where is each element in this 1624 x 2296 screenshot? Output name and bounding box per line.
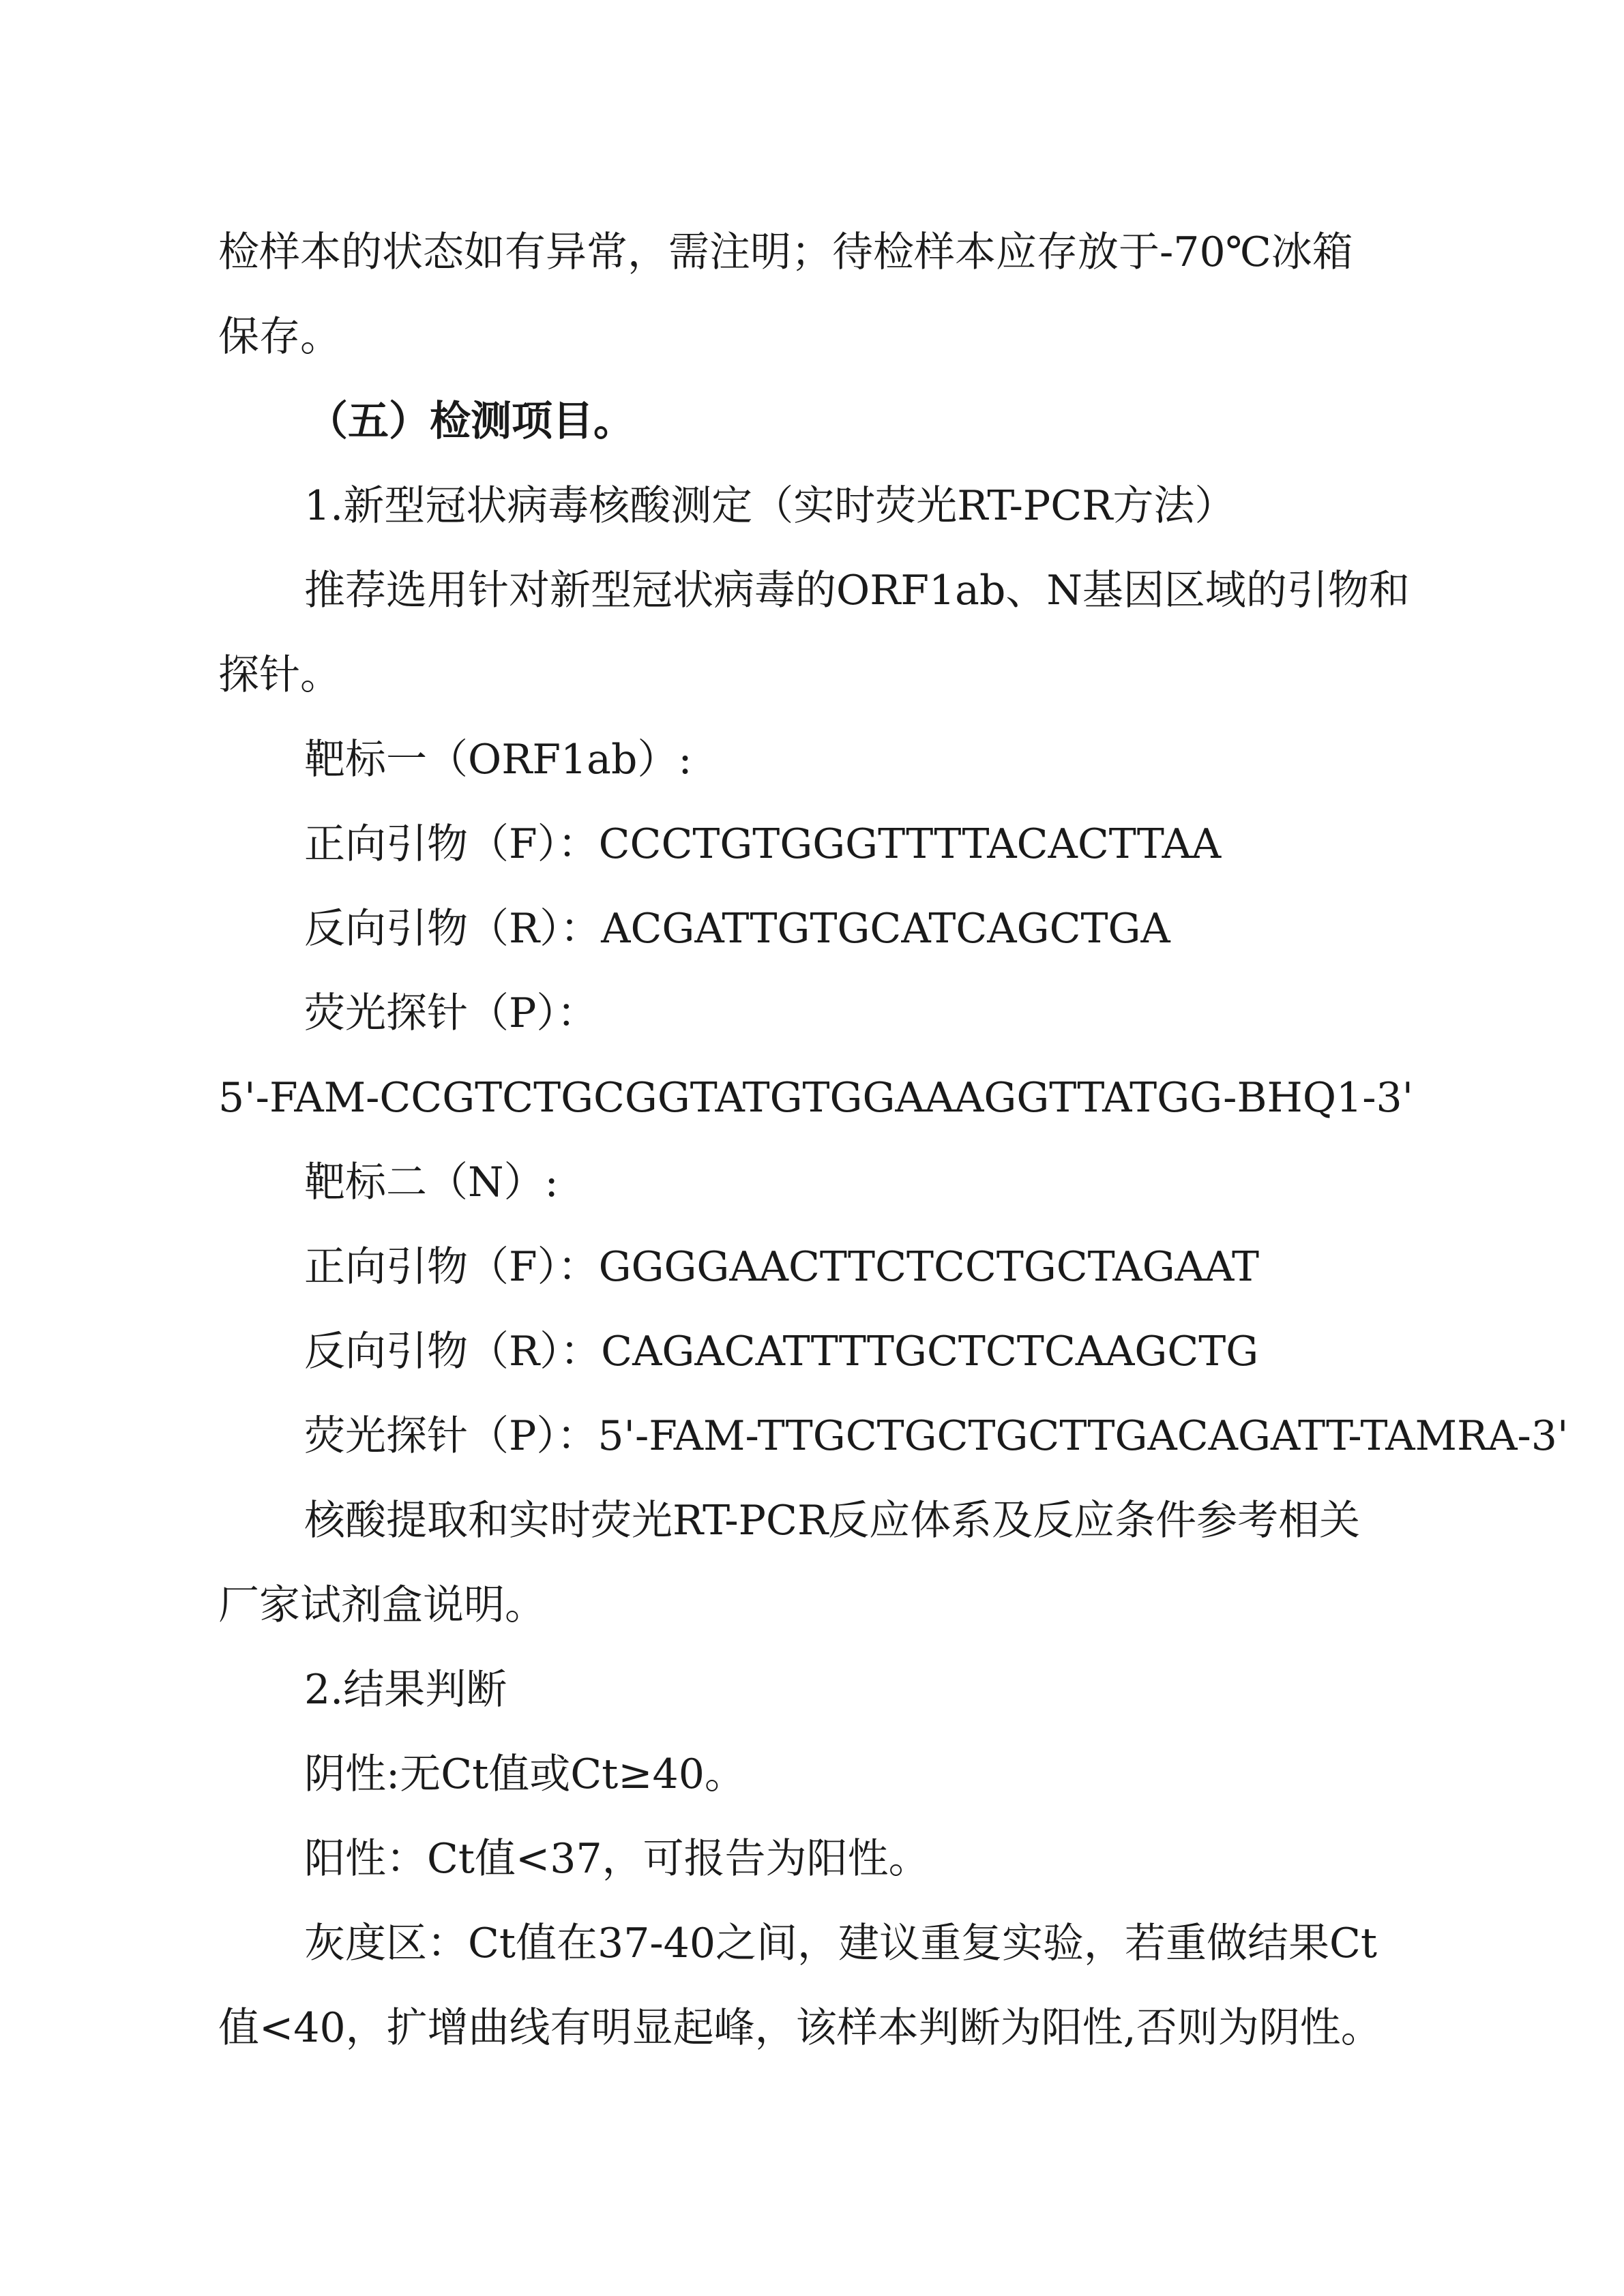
section-heading-detection-items: （五）检测项目。 — [307, 398, 634, 445]
paragraph-primer-recommendation-line-1: 推荐选用针对新型冠状病毒的ORF1ab、N基因区域的引物和 — [304, 567, 1410, 614]
paragraph-sample-storage-line-2: 保存。 — [218, 313, 341, 361]
target-one-reverse-primer: 反向引物（R）：ACGATTGTGCATCAGCTGA — [304, 905, 1170, 953]
target-one-probe-sequence: 5'-FAM-CCGTCTGCGGTATGTGGAAAGGTTATGG-BHQ1-3' — [218, 1074, 1414, 1122]
result-positive: 阳性：Ct值<37，可报告为阳性。 — [304, 1835, 930, 1883]
target-two-forward-primer: 正向引物（F）：GGGGAACTTCTCCTGCTAGAAT — [304, 1243, 1260, 1291]
paragraph-kit-reference-line-2: 厂家试剂盒说明。 — [218, 1581, 546, 1629]
target-two-label: 靶标二（N）: — [304, 1159, 559, 1206]
paragraph-kit-reference-line-1: 核酸提取和实时荧光RT-PCR反应体系及反应条件参考相关 — [304, 1497, 1361, 1545]
result-negative: 阴性:无Ct值或Ct≥40。 — [304, 1750, 745, 1798]
paragraph-primer-recommendation-line-2: 探针。 — [218, 651, 341, 699]
target-two-probe: 荧光探针（P）：5'-FAM-TTGCTGCTGCTTGACAGATT-TAMRA-3' — [304, 1412, 1569, 1460]
paragraph-sample-storage-line-1: 检样本的状态如有异常，需注明；待检样本应存放于-70℃冰箱 — [218, 228, 1353, 276]
target-one-probe-label: 荧光探针（P）： — [304, 989, 598, 1037]
result-gray-zone-line-1: 灰度区：Ct值在37-40之间，建议重复实验，若重做结果Ct — [304, 1920, 1378, 1967]
result-gray-zone-line-2: 值<40，扩增曲线有明显起峰，该样本判断为阳性,否则为阴性。 — [218, 2004, 1382, 2052]
subsection-heading-nucleic-acid-test: 1.新型冠状病毒核酸测定（实时荧光RT-PCR方法） — [304, 482, 1236, 530]
target-two-reverse-primer: 反向引物（R）：CAGACATTTTGCTCTCAAGCTG — [304, 1328, 1259, 1375]
target-one-forward-primer: 正向引物（F）：CCCTGTGGGTTTTACACTTAA — [304, 820, 1222, 868]
subsection-heading-result-judgment: 2.结果判断 — [304, 1666, 507, 1714]
target-one-label: 靶标一（ORF1ab）: — [304, 736, 692, 784]
